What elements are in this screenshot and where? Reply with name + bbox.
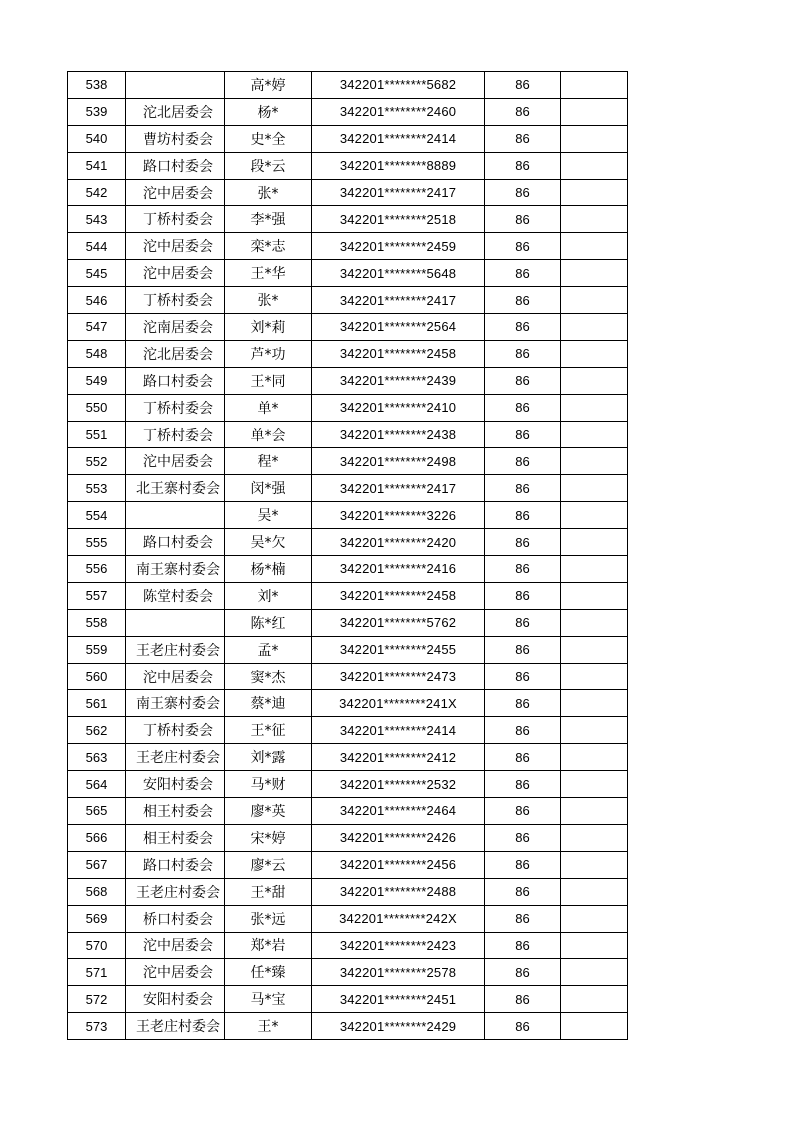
table-row xyxy=(68,582,628,609)
village-committee-cell: 沱中居委会 xyxy=(126,959,225,986)
person-name-cell: 吴* xyxy=(225,502,312,529)
note-cell xyxy=(561,421,628,448)
person-name-cell: 张*远 xyxy=(225,905,312,932)
note-cell xyxy=(561,663,628,690)
id-number-cell: 342201********8889 xyxy=(312,152,485,179)
id-number-cell: 342201********2488 xyxy=(312,878,485,905)
note-cell xyxy=(561,340,628,367)
table-row xyxy=(68,690,628,717)
id-number-cell: 342201********2420 xyxy=(312,529,485,556)
village-committee-cell: 丁桥村委会 xyxy=(126,421,225,448)
id-number-cell: 342201********2532 xyxy=(312,771,485,798)
person-name-cell: 杨* xyxy=(225,98,312,125)
id-number-cell: 342201********2429 xyxy=(312,1013,485,1040)
village-committee-cell: 安阳村委会 xyxy=(126,771,225,798)
note-cell xyxy=(561,72,628,99)
person-name-cell: 栾*志 xyxy=(225,233,312,260)
score-cell: 86 xyxy=(485,636,561,663)
note-cell xyxy=(561,582,628,609)
person-name-cell: 单* xyxy=(225,394,312,421)
id-number-cell: 342201********3226 xyxy=(312,502,485,529)
row-index-cell: 560 xyxy=(68,663,126,690)
person-name-cell: 陈*红 xyxy=(225,609,312,636)
id-number-cell: 342201********2423 xyxy=(312,932,485,959)
table-row xyxy=(68,287,628,314)
note-cell xyxy=(561,905,628,932)
score-cell: 86 xyxy=(485,152,561,179)
table-row xyxy=(68,314,628,341)
village-committee-cell: 王老庄村委会 xyxy=(126,1013,225,1040)
village-committee-cell: 南王寨村委会 xyxy=(126,556,225,583)
note-cell xyxy=(561,233,628,260)
note-cell xyxy=(561,475,628,502)
village-committee-cell: 丁桥村委会 xyxy=(126,287,225,314)
id-number-cell: 342201********2456 xyxy=(312,851,485,878)
table-row xyxy=(68,663,628,690)
village-committee-cell: 相王村委会 xyxy=(126,824,225,851)
row-index-cell: 544 xyxy=(68,233,126,260)
score-cell: 86 xyxy=(485,72,561,99)
village-committee-cell: 王老庄村委会 xyxy=(126,636,225,663)
table-row xyxy=(68,1013,628,1040)
village-committee-cell: 路口村委会 xyxy=(126,152,225,179)
note-cell xyxy=(561,98,628,125)
note-cell xyxy=(561,556,628,583)
village-committee-cell: 丁桥村委会 xyxy=(126,717,225,744)
table-row xyxy=(68,851,628,878)
score-cell: 86 xyxy=(485,905,561,932)
person-name-cell: 吴*欠 xyxy=(225,529,312,556)
person-name-cell: 廖*英 xyxy=(225,798,312,825)
row-index-cell: 563 xyxy=(68,744,126,771)
score-cell: 86 xyxy=(485,771,561,798)
score-cell: 86 xyxy=(485,179,561,206)
score-cell: 86 xyxy=(485,502,561,529)
roster-table xyxy=(67,71,628,1040)
note-cell xyxy=(561,125,628,152)
score-cell: 86 xyxy=(485,556,561,583)
person-name-cell: 杨*楠 xyxy=(225,556,312,583)
village-committee-cell: 桥口村委会 xyxy=(126,905,225,932)
person-name-cell: 王*同 xyxy=(225,367,312,394)
note-cell xyxy=(561,394,628,421)
village-committee-cell: 沱南居委会 xyxy=(126,314,225,341)
id-number-cell: 342201********2455 xyxy=(312,636,485,663)
row-index-cell: 541 xyxy=(68,152,126,179)
table-row xyxy=(68,609,628,636)
id-number-cell: 342201********2438 xyxy=(312,421,485,448)
village-committee-cell: 丁桥村委会 xyxy=(126,394,225,421)
id-number-cell: 342201********2439 xyxy=(312,367,485,394)
note-cell xyxy=(561,206,628,233)
id-number-cell: 342201********5682 xyxy=(312,72,485,99)
score-cell: 86 xyxy=(485,582,561,609)
id-number-cell: 342201********2417 xyxy=(312,179,485,206)
village-committee-cell: 沱中居委会 xyxy=(126,233,225,260)
score-cell: 86 xyxy=(485,287,561,314)
score-cell: 86 xyxy=(485,98,561,125)
note-cell xyxy=(561,959,628,986)
person-name-cell: 段*云 xyxy=(225,152,312,179)
person-name-cell: 马*财 xyxy=(225,771,312,798)
id-number-cell: 342201********2518 xyxy=(312,206,485,233)
note-cell xyxy=(561,260,628,287)
table-row xyxy=(68,179,628,206)
person-name-cell: 蔡*迪 xyxy=(225,690,312,717)
score-cell: 86 xyxy=(485,609,561,636)
score-cell: 86 xyxy=(485,448,561,475)
village-committee-cell: 路口村委会 xyxy=(126,367,225,394)
id-number-cell: 342201********2564 xyxy=(312,314,485,341)
village-committee-cell: 路口村委会 xyxy=(126,529,225,556)
score-cell: 86 xyxy=(485,959,561,986)
table-row xyxy=(68,878,628,905)
person-name-cell: 史*全 xyxy=(225,125,312,152)
person-name-cell: 张* xyxy=(225,179,312,206)
table-row xyxy=(68,529,628,556)
score-cell: 86 xyxy=(485,340,561,367)
id-number-cell: 342201********5762 xyxy=(312,609,485,636)
score-cell: 86 xyxy=(485,744,561,771)
table-row xyxy=(68,905,628,932)
note-cell xyxy=(561,717,628,744)
score-cell: 86 xyxy=(485,314,561,341)
note-cell xyxy=(561,851,628,878)
score-cell: 86 xyxy=(485,717,561,744)
id-number-cell: 342201********2412 xyxy=(312,744,485,771)
id-number-cell: 342201********242X xyxy=(312,905,485,932)
note-cell xyxy=(561,1013,628,1040)
score-cell: 86 xyxy=(485,475,561,502)
row-index-cell: 550 xyxy=(68,394,126,421)
table-row xyxy=(68,824,628,851)
id-number-cell: 342201********2410 xyxy=(312,394,485,421)
row-index-cell: 567 xyxy=(68,851,126,878)
village-committee-cell xyxy=(126,72,225,99)
id-number-cell: 342201********2414 xyxy=(312,125,485,152)
id-number-cell: 342201********2460 xyxy=(312,98,485,125)
row-index-cell: 570 xyxy=(68,932,126,959)
person-name-cell: 王*征 xyxy=(225,717,312,744)
note-cell xyxy=(561,179,628,206)
note-cell xyxy=(561,986,628,1013)
score-cell: 86 xyxy=(485,394,561,421)
note-cell xyxy=(561,932,628,959)
note-cell xyxy=(561,636,628,663)
row-index-cell: 546 xyxy=(68,287,126,314)
score-cell: 86 xyxy=(485,1013,561,1040)
row-index-cell: 556 xyxy=(68,556,126,583)
person-name-cell: 张* xyxy=(225,287,312,314)
table-row xyxy=(68,340,628,367)
person-name-cell: 高*婷 xyxy=(225,72,312,99)
table-row xyxy=(68,448,628,475)
row-index-cell: 565 xyxy=(68,798,126,825)
score-cell: 86 xyxy=(485,690,561,717)
id-number-cell: 342201********2416 xyxy=(312,556,485,583)
roster-body xyxy=(68,72,628,1040)
table-row xyxy=(68,798,628,825)
note-cell xyxy=(561,448,628,475)
id-number-cell: 342201********241X xyxy=(312,690,485,717)
note-cell xyxy=(561,152,628,179)
table-row xyxy=(68,986,628,1013)
score-cell: 86 xyxy=(485,986,561,1013)
person-name-cell: 程* xyxy=(225,448,312,475)
row-index-cell: 548 xyxy=(68,340,126,367)
row-index-cell: 572 xyxy=(68,986,126,1013)
village-committee-cell xyxy=(126,609,225,636)
row-index-cell: 538 xyxy=(68,72,126,99)
id-number-cell: 342201********2459 xyxy=(312,233,485,260)
id-number-cell: 342201********2473 xyxy=(312,663,485,690)
table-row xyxy=(68,367,628,394)
row-index-cell: 547 xyxy=(68,314,126,341)
score-cell: 86 xyxy=(485,206,561,233)
row-index-cell: 545 xyxy=(68,260,126,287)
id-number-cell: 342201********2464 xyxy=(312,798,485,825)
score-cell: 86 xyxy=(485,125,561,152)
village-committee-cell: 安阳村委会 xyxy=(126,986,225,1013)
id-number-cell: 342201********2417 xyxy=(312,287,485,314)
village-committee-cell: 相王村委会 xyxy=(126,798,225,825)
person-name-cell: 刘* xyxy=(225,582,312,609)
table-row xyxy=(68,125,628,152)
note-cell xyxy=(561,314,628,341)
person-name-cell: 孟* xyxy=(225,636,312,663)
person-name-cell: 王*华 xyxy=(225,260,312,287)
note-cell xyxy=(561,798,628,825)
village-committee-cell: 沱中居委会 xyxy=(126,448,225,475)
row-index-cell: 555 xyxy=(68,529,126,556)
score-cell: 86 xyxy=(485,421,561,448)
village-committee-cell: 沱中居委会 xyxy=(126,179,225,206)
person-name-cell: 郑*岩 xyxy=(225,932,312,959)
person-name-cell: 王* xyxy=(225,1013,312,1040)
id-number-cell: 342201********5648 xyxy=(312,260,485,287)
table-row xyxy=(68,206,628,233)
row-index-cell: 558 xyxy=(68,609,126,636)
person-name-cell: 任*臻 xyxy=(225,959,312,986)
row-index-cell: 561 xyxy=(68,690,126,717)
table-row xyxy=(68,475,628,502)
table-row xyxy=(68,717,628,744)
village-committee-cell: 沱北居委会 xyxy=(126,340,225,367)
table-row xyxy=(68,421,628,448)
row-index-cell: 552 xyxy=(68,448,126,475)
id-number-cell: 342201********2426 xyxy=(312,824,485,851)
person-name-cell: 单*会 xyxy=(225,421,312,448)
row-index-cell: 557 xyxy=(68,582,126,609)
person-name-cell: 刘*莉 xyxy=(225,314,312,341)
person-name-cell: 廖*云 xyxy=(225,851,312,878)
note-cell xyxy=(561,609,628,636)
row-index-cell: 542 xyxy=(68,179,126,206)
table-row xyxy=(68,744,628,771)
score-cell: 86 xyxy=(485,824,561,851)
village-committee-cell xyxy=(126,502,225,529)
table-row xyxy=(68,98,628,125)
table-row xyxy=(68,932,628,959)
row-index-cell: 549 xyxy=(68,367,126,394)
village-committee-cell: 沱中居委会 xyxy=(126,260,225,287)
person-name-cell: 宋*婷 xyxy=(225,824,312,851)
table-row xyxy=(68,394,628,421)
row-index-cell: 543 xyxy=(68,206,126,233)
village-committee-cell: 路口村委会 xyxy=(126,851,225,878)
village-committee-cell: 曹坊村委会 xyxy=(126,125,225,152)
table-row xyxy=(68,556,628,583)
person-name-cell: 王*甜 xyxy=(225,878,312,905)
score-cell: 86 xyxy=(485,932,561,959)
person-name-cell: 刘*露 xyxy=(225,744,312,771)
id-number-cell: 342201********2498 xyxy=(312,448,485,475)
note-cell xyxy=(561,824,628,851)
person-name-cell: 马*宝 xyxy=(225,986,312,1013)
village-committee-cell: 王老庄村委会 xyxy=(126,744,225,771)
table-row xyxy=(68,152,628,179)
score-cell: 86 xyxy=(485,529,561,556)
row-index-cell: 573 xyxy=(68,1013,126,1040)
village-committee-cell: 沱中居委会 xyxy=(126,663,225,690)
note-cell xyxy=(561,367,628,394)
person-name-cell: 李*强 xyxy=(225,206,312,233)
row-index-cell: 562 xyxy=(68,717,126,744)
score-cell: 86 xyxy=(485,663,561,690)
village-committee-cell: 沱北居委会 xyxy=(126,98,225,125)
score-cell: 86 xyxy=(485,260,561,287)
row-index-cell: 566 xyxy=(68,824,126,851)
score-cell: 86 xyxy=(485,798,561,825)
village-committee-cell: 南王寨村委会 xyxy=(126,690,225,717)
row-index-cell: 568 xyxy=(68,878,126,905)
person-name-cell: 窦*杰 xyxy=(225,663,312,690)
score-cell: 86 xyxy=(485,851,561,878)
id-number-cell: 342201********2578 xyxy=(312,959,485,986)
note-cell xyxy=(561,287,628,314)
id-number-cell: 342201********2458 xyxy=(312,340,485,367)
village-committee-cell: 沱中居委会 xyxy=(126,932,225,959)
row-index-cell: 564 xyxy=(68,771,126,798)
village-committee-cell: 北王寨村委会 xyxy=(126,475,225,502)
table-row xyxy=(68,771,628,798)
row-index-cell: 539 xyxy=(68,98,126,125)
row-index-cell: 554 xyxy=(68,502,126,529)
note-cell xyxy=(561,690,628,717)
table-row xyxy=(68,233,628,260)
row-index-cell: 571 xyxy=(68,959,126,986)
table-row xyxy=(68,636,628,663)
village-committee-cell: 王老庄村委会 xyxy=(126,878,225,905)
table-row xyxy=(68,959,628,986)
village-committee-cell: 丁桥村委会 xyxy=(126,206,225,233)
id-number-cell: 342201********2458 xyxy=(312,582,485,609)
person-name-cell: 芦*功 xyxy=(225,340,312,367)
id-number-cell: 342201********2414 xyxy=(312,717,485,744)
row-index-cell: 569 xyxy=(68,905,126,932)
score-cell: 86 xyxy=(485,878,561,905)
note-cell xyxy=(561,878,628,905)
row-index-cell: 559 xyxy=(68,636,126,663)
score-cell: 86 xyxy=(485,233,561,260)
table-row xyxy=(68,260,628,287)
person-name-cell: 闵*强 xyxy=(225,475,312,502)
id-number-cell: 342201********2451 xyxy=(312,986,485,1013)
note-cell xyxy=(561,744,628,771)
score-cell: 86 xyxy=(485,367,561,394)
row-index-cell: 553 xyxy=(68,475,126,502)
note-cell xyxy=(561,502,628,529)
row-index-cell: 551 xyxy=(68,421,126,448)
village-committee-cell: 陈堂村委会 xyxy=(126,582,225,609)
row-index-cell: 540 xyxy=(68,125,126,152)
note-cell xyxy=(561,529,628,556)
table-row xyxy=(68,72,628,99)
note-cell xyxy=(561,771,628,798)
table-row xyxy=(68,502,628,529)
id-number-cell: 342201********2417 xyxy=(312,475,485,502)
